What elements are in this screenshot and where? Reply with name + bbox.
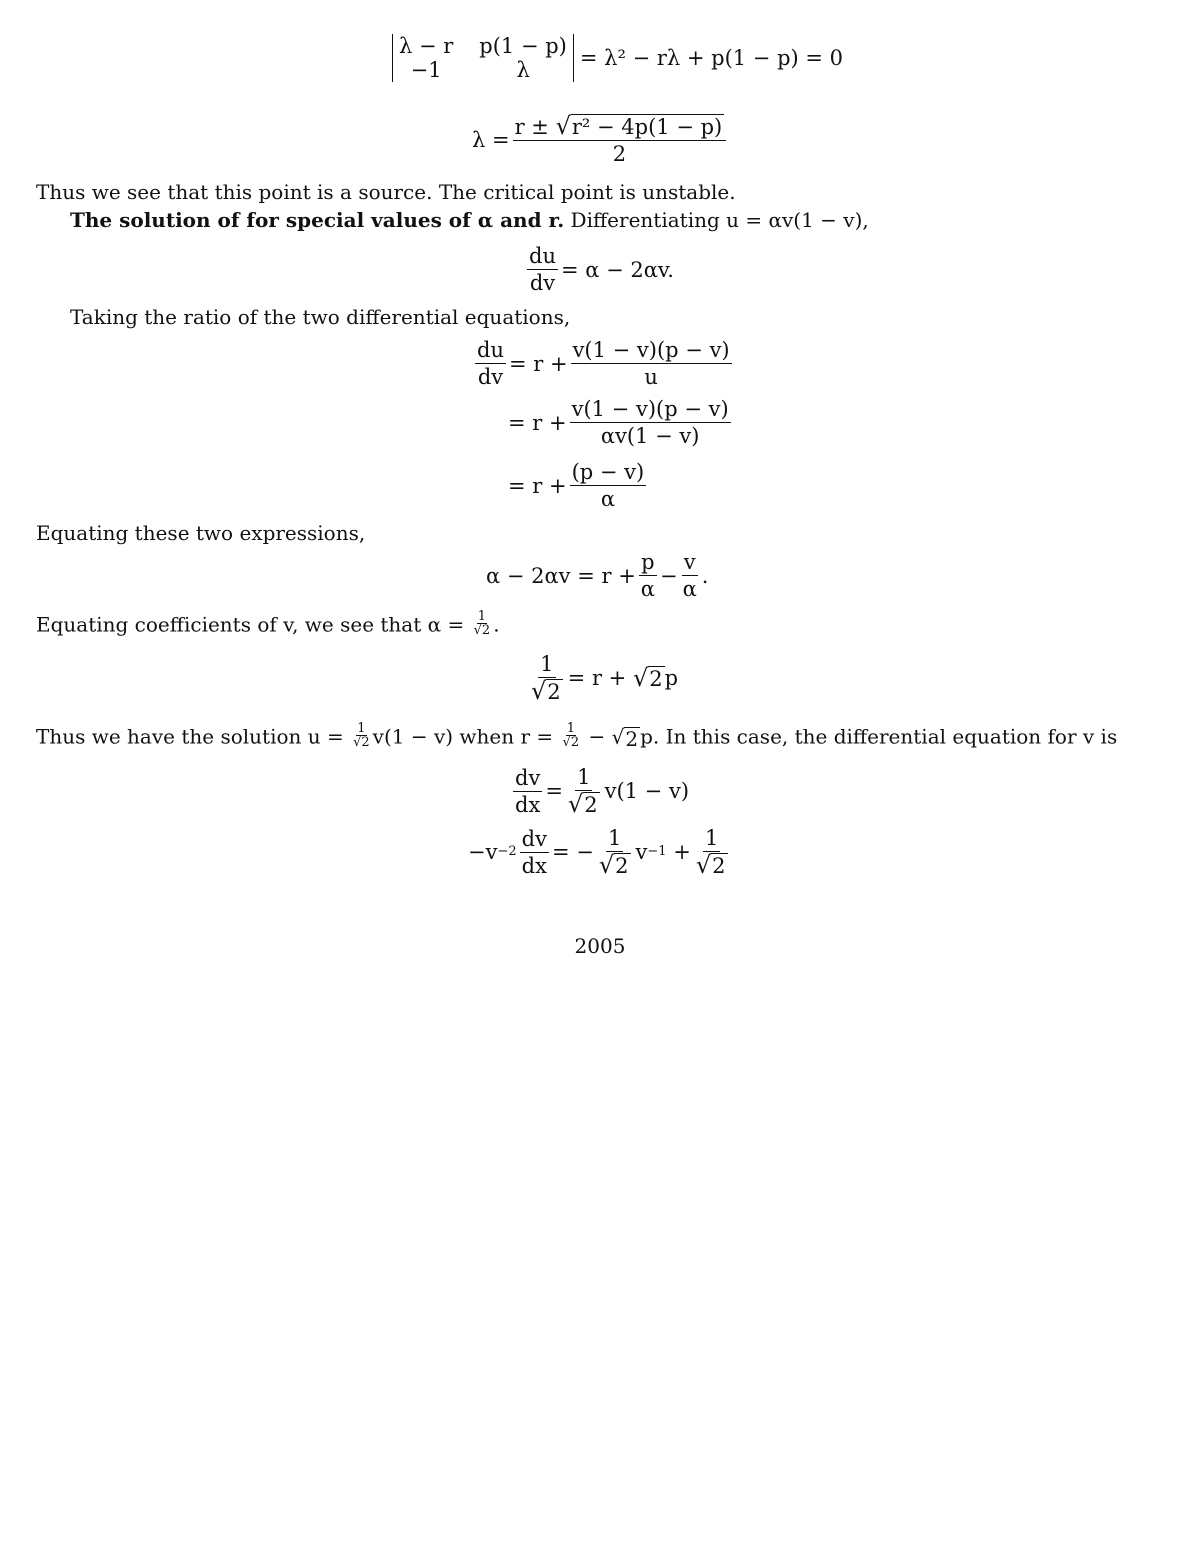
matrix-entry: −1 [410,58,442,82]
ode1-tail: v(1 − v) [604,779,690,803]
lambda-denominator: 2 [612,142,627,166]
paragraph-ratio: Taking the ratio of the two differential equations, [70,305,571,329]
frac-num: p [641,550,655,574]
frac-num: 1 [357,721,366,736]
paragraph-text: Equating coefficients of v, we see that α = [36,612,465,637]
lambda-radicand: r² − 4p(1 − p) [571,115,723,139]
lambda-num-lead: r ± [514,115,549,139]
frac-num: dv [515,765,541,790]
ratio-op: = r + [508,351,568,376]
matrix-entry: λ − r [399,34,454,58]
frac-den: dv [477,365,504,389]
frac-num: 1 [704,826,719,850]
paragraph-text: − [582,724,606,749]
radicand: 2 [649,667,663,691]
lambda-equation: λ = r ± √ r² − 4p(1 − p) 2 [472,114,729,166]
paragraph-text: Differentiating u = αv(1 − v), [564,208,869,232]
frac-den: dx [515,792,541,817]
paragraph-solution: Thus we have the solution u = $\frac{1}{√2}$ v(1 − v) when r = $\frac{1}{√2}$ − √ 2 p. In this case, the differential equation for v is [36,721,1118,751]
period: . [493,612,500,637]
ratio-row-3 [508,460,649,511]
alpha-equation: 1 √ 2 = r + √ 2 p [531,652,679,705]
frac-den: α [600,487,615,511]
frac-den: dx [521,853,547,878]
radicand: 2 [584,793,598,817]
dudv-rhs: = α − 2αv. [560,257,674,282]
section-heading: The solution of for special values of α and r. [70,208,565,232]
paragraph-source: Thus we see that this point is a source. The critical point is unstable. [36,180,736,204]
paragraph-equating: Equating these two expressions, [36,521,366,545]
ode-equation-2: −v −2 $\frac{dv}{dx}$ = − 1 √ 2 v −1 + 1 √ 2 [468,826,726,879]
radicand: 2 [712,854,726,878]
equals-minus: = − [551,840,594,864]
page-number: 2005 [574,934,626,958]
frac-den: α [640,577,655,601]
ratio-row-1 [472,338,735,389]
ode2-lead: −v [468,840,498,864]
frac-num: du [477,338,504,362]
alpha-tail: p [664,666,679,690]
radicand: 2 [481,623,491,638]
paragraph-coefficients: Equating coefficients of v, we see that α = $\frac{1}{√2}$ . [36,609,500,638]
lambda-lhs: λ = [472,128,510,152]
frac-num: 1 [566,721,575,736]
radicand: 2 [570,735,580,750]
frac-den: α [682,577,697,601]
frac-num: du [529,244,556,268]
matrix-entry: λ [516,58,530,82]
radicand: 2 [361,735,370,750]
equals-sign: = [545,779,563,803]
paragraph-text: Thus we have the solution u = [36,724,344,749]
paragraph-special-values [70,208,869,232]
dudv-equation [524,244,674,295]
frac-num: 1 [577,765,591,789]
frac-num: v [683,550,696,574]
alpha-rhs: = r + [567,666,627,690]
frac-num: (p − v) [571,460,645,484]
matrix-entry: p(1 − p) [479,34,567,58]
period: . [701,563,709,588]
determinant-rhs: = λ² − rλ + p(1 − p) = 0 [579,46,844,70]
paragraph-text: p. In this case, the differential equation for v is [640,724,1118,749]
ode2-mid: v [635,840,648,864]
ratio-op: = r + [508,410,567,435]
plus-sign: + [673,840,691,864]
ratio-op: = r + [508,473,567,498]
radicand: 2 [615,854,629,878]
equate-lhs: α − 2αv = r + [486,563,636,588]
frac-num: v(1 − v)(p − v) [572,338,730,362]
ratio-row-2 [508,397,734,448]
determinant-matrix [386,34,580,82]
ode-equation-1: $\frac{dv}{dx}$ = 1 √ 2 v(1 − v) [515,765,690,818]
frac-num: 1 [477,609,487,624]
minus-sign: − [659,563,678,588]
frac-num: 1 [607,826,622,850]
frac-num: v(1 − v)(p − v) [571,397,729,421]
equate-equation [486,550,708,601]
frac-den: u [644,365,658,389]
radicand: 2 [625,726,639,751]
determinant-equation [386,34,843,82]
frac-den: dv [529,271,556,295]
frac-num: dv [521,826,547,851]
frac-den: αv(1 − v) [600,424,700,448]
paragraph-text: v(1 − v) when r = [372,724,554,749]
frac-num: 1 [540,652,554,676]
radicand: 2 [547,680,561,704]
